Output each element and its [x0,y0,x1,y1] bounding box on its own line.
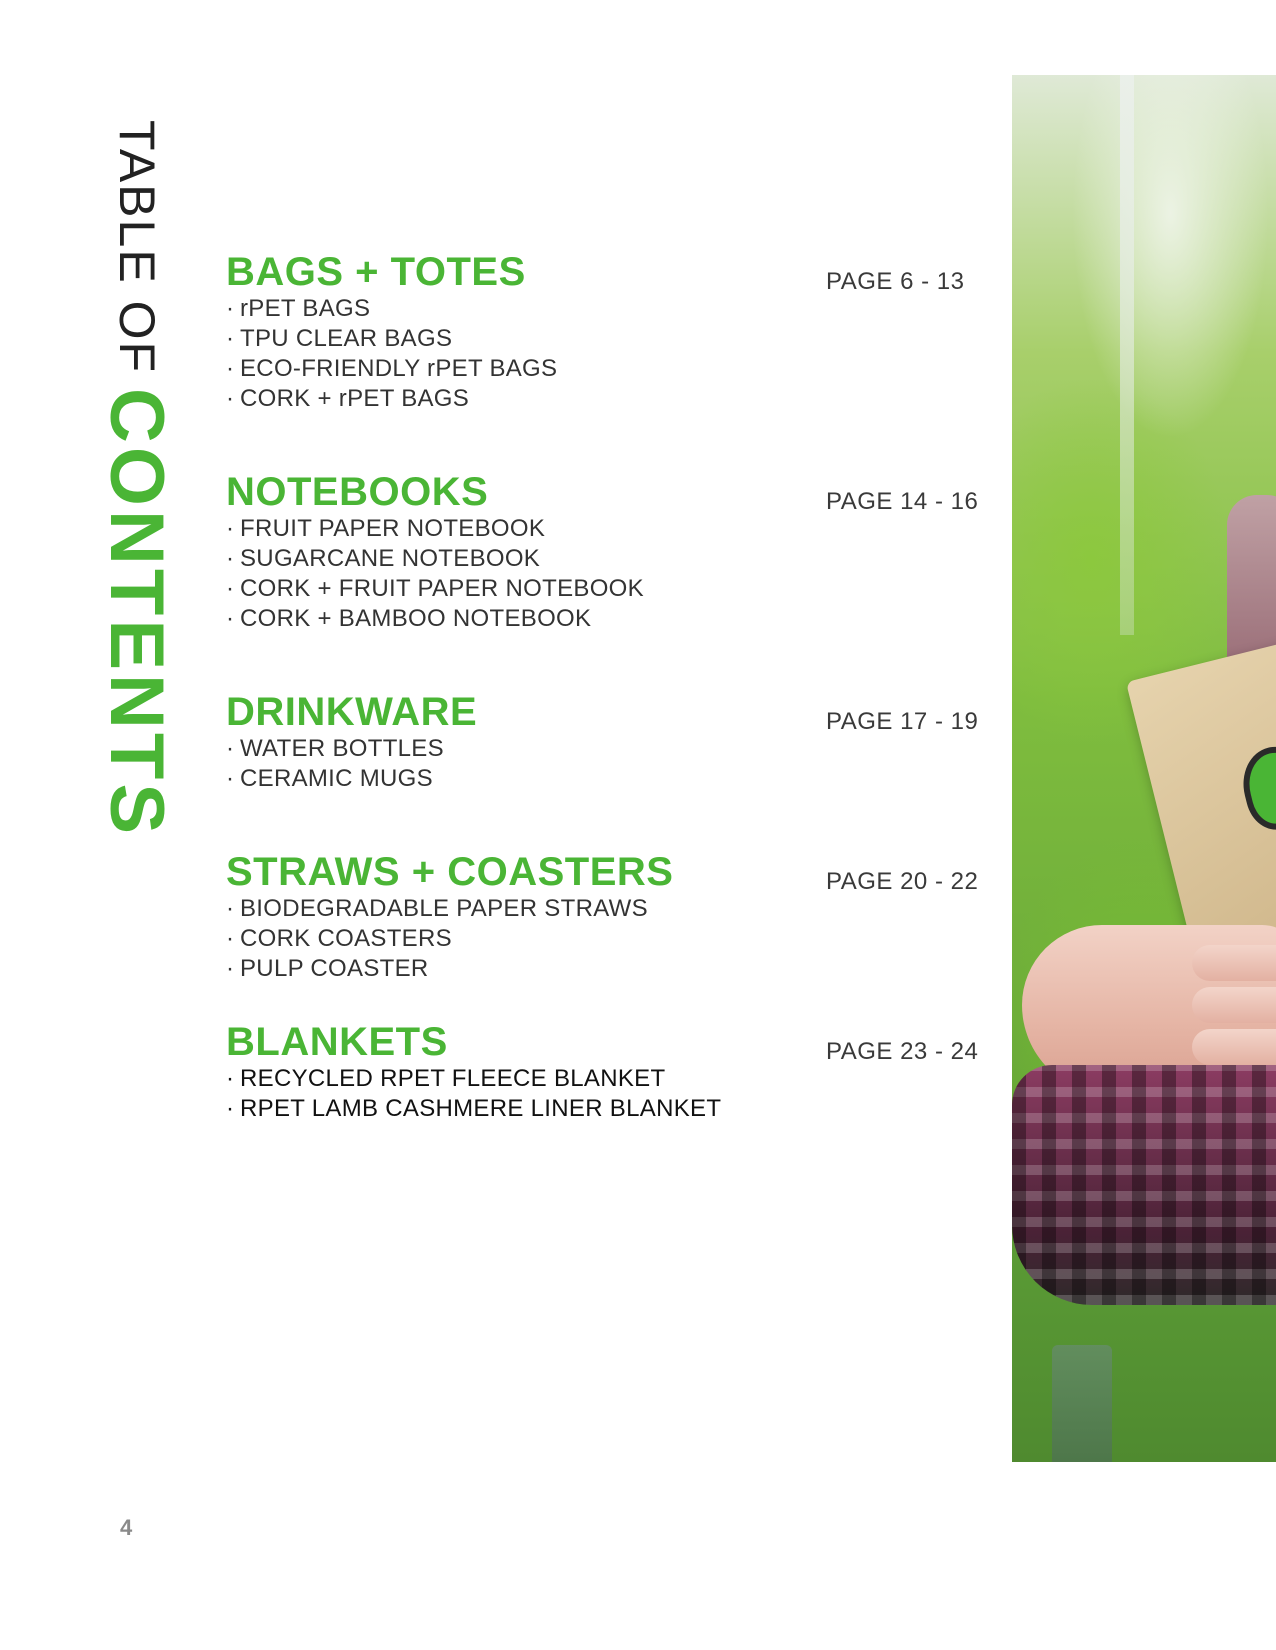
bullet: · [226,605,235,632]
item-label: ECO-FRIENDLY rPET BAGS [240,355,558,382]
photo-background-pole [1120,75,1134,635]
bullet: · [226,385,235,412]
hero-photo [1012,75,1276,1462]
list-item [226,1064,826,1094]
section-straws-coasters [226,850,826,984]
table-of-contents-title [94,120,180,840]
bullet: · [226,515,235,542]
item-label: FRUIT PAPER NOTEBOOK [240,515,546,542]
item-label: CORK + FRUIT PAPER NOTEBOOK [240,575,644,602]
title-bold: CONTENTS [94,388,180,839]
section-bags-totes [226,250,826,414]
list-item [226,324,826,354]
list-item [226,294,826,324]
photo-finger [1192,1029,1276,1065]
bullet: · [226,1065,235,1092]
list-item [226,764,826,794]
list-item [226,354,826,384]
section-drinkware [226,690,826,794]
bullet: · [226,325,235,352]
page-range-bags-totes: PAGE 6 - 13 [826,268,965,295]
section-item-list [226,514,826,634]
list-item [226,604,826,634]
list-item [226,894,826,924]
section-item-list [226,1064,826,1124]
item-label: CORK COASTERS [240,925,452,952]
section-item-list [226,294,826,414]
bullet: · [226,955,235,982]
item-label: CORK + BAMBOO NOTEBOOK [240,605,592,632]
bullet: · [226,765,235,792]
list-item [226,574,826,604]
photo-finger [1192,945,1276,981]
section-heading: STRAWS + COASTERS [226,850,674,894]
bullet: · [226,545,235,572]
list-item [226,924,826,954]
section-blankets [226,1020,826,1124]
section-item-list [226,734,826,794]
bullet: · [226,895,235,922]
section-notebooks [226,470,826,634]
item-label: PULP COASTER [240,955,429,982]
item-label: BIODEGRADABLE PAPER STRAWS [240,895,648,922]
list-item [226,514,826,544]
page-range-notebooks: PAGE 14 - 16 [826,488,979,515]
title-thin: TABLE OF [109,120,165,375]
item-label: SUGARCANE NOTEBOOK [240,545,541,572]
list-item [226,1094,826,1124]
page-range-drinkware: PAGE 17 - 19 [826,708,979,735]
page-range-straws-coasters: PAGE 20 - 22 [826,868,979,895]
section-heading: NOTEBOOKS [226,470,489,514]
item-label: CERAMIC MUGS [240,765,433,792]
list-item [226,544,826,574]
item-label: WATER BOTTLES [240,735,444,762]
section-item-list [226,894,826,984]
list-item [226,734,826,764]
photo-plant-pot [1052,1345,1112,1462]
item-label: TPU CLEAR BAGS [240,325,453,352]
item-label: RPET LAMB CASHMERE LINER BLANKET [240,1095,722,1122]
section-heading: BLANKETS [226,1020,448,1064]
list-item [226,954,826,984]
item-label: CORK + rPET BAGS [240,385,470,412]
bullet: · [226,295,235,322]
leaf-logo-icon [1235,739,1276,835]
bullet: · [226,925,235,952]
bullet: · [226,735,235,762]
item-label: rPET BAGS [240,295,371,322]
page-number: 4 [120,1515,133,1540]
list-item [226,384,826,414]
bullet: · [226,1095,235,1122]
item-label: RECYCLED RPET FLEECE BLANKET [240,1065,666,1092]
photo-kraft-card [1126,636,1276,954]
bullet: · [226,355,235,382]
section-heading: DRINKWARE [226,690,478,734]
bullet: · [226,575,235,602]
photo-finger [1192,987,1276,1023]
photo-plaid-sleeve [1012,1065,1276,1305]
page-range-blankets: PAGE 23 - 24 [826,1038,979,1065]
section-heading: BAGS + TOTES [226,250,526,294]
